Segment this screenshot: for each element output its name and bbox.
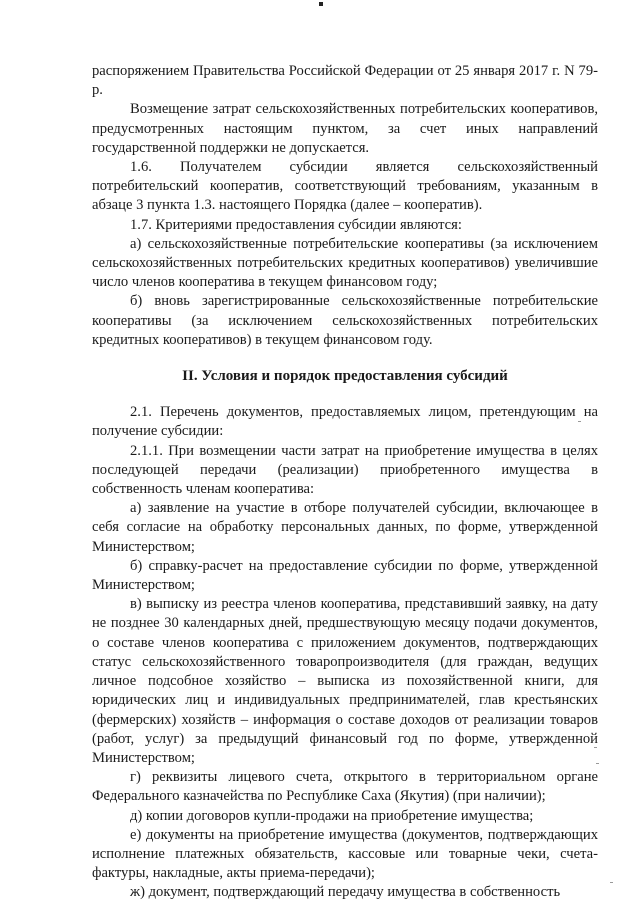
paragraph: распоряжением Правительства Российской Федерации от 25 января 2017 г. N 79-р. (92, 63, 598, 99)
paragraph: ж) документ, подтверждающий передачу имущества в собственность (130, 884, 561, 901)
paragraphs-before (92, 62, 598, 350)
paragraph: а) заявление на участие в отборе получателей субсидии, включающее в себя согласие на обработку персональных данных, по форме, утвержденной Министерством; (92, 500, 598, 555)
paragraph: Возмещение затрат сельскохозяйственных потребительских кооперативов, предусмотренных настоящим пунктом, за счет иных направлений государственной поддержки не допускается. (92, 101, 598, 156)
paragraph: 1.6. Получателем субсидии является сельскохозяйственный потребительский кооператив, соответствующий требованиям, указанным в абзаце 3 пункта 1.3. настоящего Порядка (далее – кооператив). (92, 159, 598, 214)
scan-mark (319, 2, 323, 6)
paragraph: д) копии договоров купли-продажи на приобретение имущества; (130, 807, 534, 824)
paragraph: б) вновь зарегистрированные сельскохозяйственные потребительские кооперативы (за исключением сельскохозяйственных потребительских кредитных кооперативов) в текущем финансовом году. (92, 293, 598, 348)
paragraph: б) справку-расчет на предоставление субсидии по форме, утвержденной Министерством; (92, 557, 598, 594)
scan-speck (594, 747, 597, 748)
paragraph: в) выписку из реестра членов кооператива, представивший заявку, на дату не позднее 30 календарных дней, предшествующую месяцу подачи документов, о составе членов кооператива с приложением документов, подтверждающих статус сельскохозяйственного товаропроизводителя (для граждан, ведущих личное подсобное хозяйство – выписка из похозяйственной книги, для юридических лиц и индивидуальных предпринимателей, глав крестьянских (фермерских) хозяйств – информация о составе доходов от реализации товаров (работ, услуг) за предыдущий финансовый год по форме, утвержденной Министерством; (92, 596, 598, 766)
paragraph: г) реквизиты лицевого счета, открытого в территориальном органе Федерального казначейства по Республике Саха (Якутия) (при наличии); (92, 769, 598, 805)
scan-speck (578, 421, 581, 422)
paragraph: 2.1. Перечень документов, предоставляемых лицом, претендующим на получение субсидии: (92, 404, 598, 440)
section-heading: II. Условия и порядок предоставления субсидий (182, 368, 508, 385)
paragraph: е) документы на приобретение имущества (документов, подтверждающих исполнение платежных обязательств, кассовые или товарные чеки, счета-фактуры, накладные, акты приема-передачи); (92, 826, 598, 882)
document-body (92, 62, 598, 903)
paragraph: а) сельскохозяйственные потребительские кооперативы (за исключением сельскохозяйственных потребительских кредитных кооперативов) увеличившие число членов кооператива в текущем финансовом году; (92, 235, 598, 291)
paragraph: 2.1.1. При возмещении части затрат на приобретение имущества в целях последующей передачи (реализации) приобретенного имущества в собственность членам кооператива: (92, 442, 598, 498)
scan-speck (596, 763, 599, 764)
paragraphs-after (92, 403, 598, 902)
scan-speck (610, 882, 613, 883)
paragraph: 1.7. Критериями предоставления субсидии являются: (130, 216, 462, 233)
